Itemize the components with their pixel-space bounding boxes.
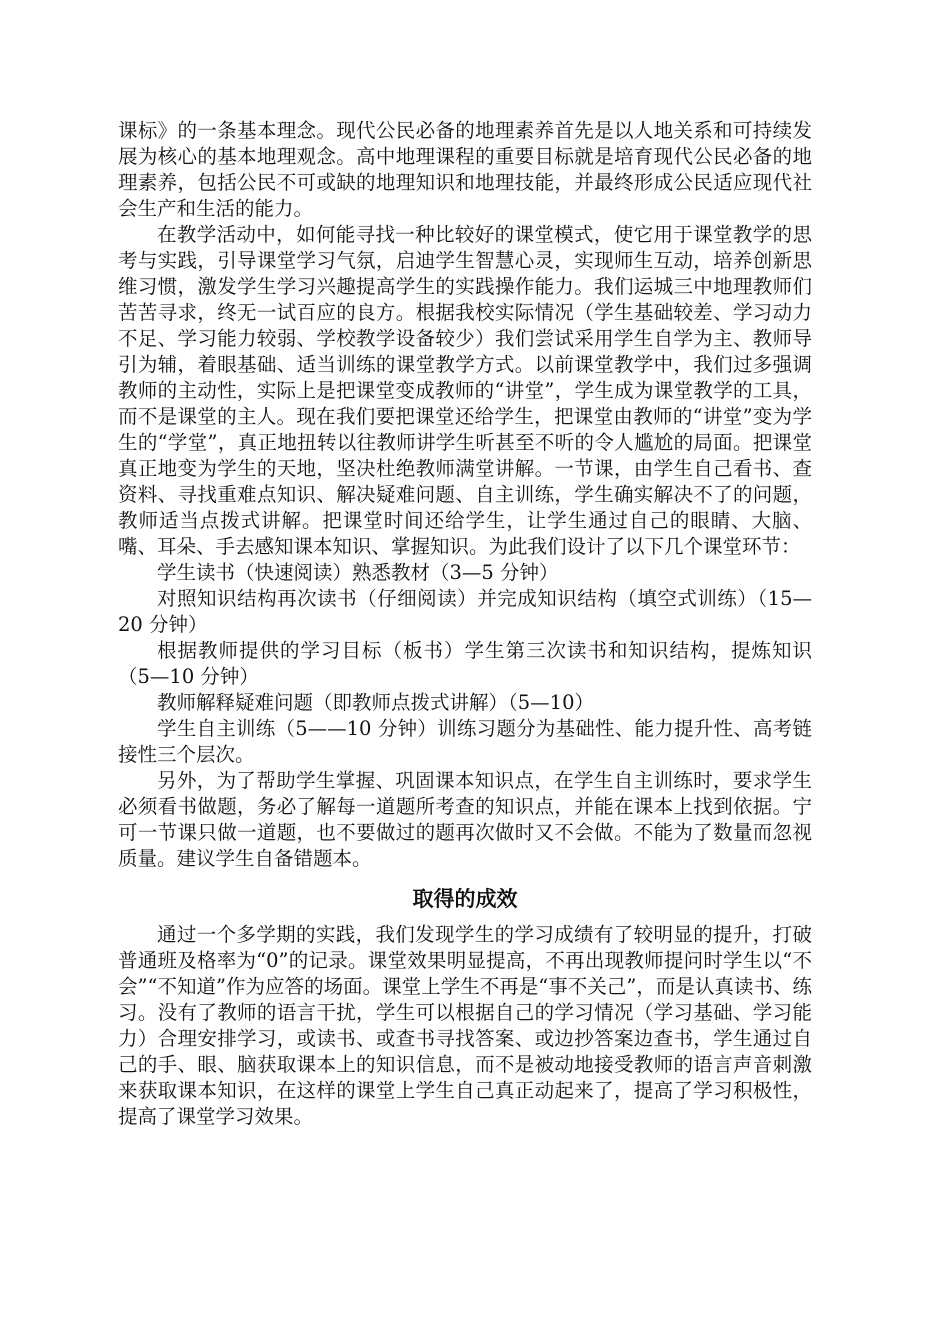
paragraph-additional-notes: 另外，为了帮助学生掌握、巩固课本知识点，在学生自主训练时，要求学生必须看书做题，务必了解每一道题所考查的知识点，并能在课本上找到依据。宁可一节课只做一道题，也不要做过的题再次做时又不会做。不能为了数量而忽视质量。建议学生自备错题本。	[118, 769, 812, 870]
paragraph-results: 通过一个多学期的实践，我们发现学生的学习成绩有了较明显的提升，打破普通班及格率为“0”的记录。课堂效果明显提高，不再出现教师提问时学生以“不会”“不知道”作为应答的场面。课堂上学生不再是“事不关己”，而是认真读书、练习。没有了教师的语言干扰，学生可以根据自己的学习情况（学习基础、学习能力）合理安排学习，或读书、或查书寻找答案、或边抄答案边查书，学生通过自己的手、眼、脑获取课本上的知识信息，而不是被动地接受教师的语言声音刺激来获取课本知识，在这样的课堂上学生自己真正动起来了，提高了学习积极性，提高了课堂学习效果。	[118, 923, 812, 1128]
paragraph-teaching-model: 在教学活动中，如何能寻找一种比较好的课堂模式，使它用于课堂教学的思考与实践，引导课堂学习气氛，启迪学生智慧心灵，实现师生互动，培养创新思维习惯，激发学生学习兴趣提高学生的实践操作能力。我们运城三中地理教师们苦苦寻求，终无一试百应的良方。根据我校实际情况（学生基础较差、学习动力不足、学习能力较弱、学校教学设备较少）我们尝试采用学生自学为主、教师导引为辅，着眼基础、适当训练的课堂教学方式。以前课堂教学中，我们过多强调教师的主动性，实际上是把课堂变成教师的“讲堂”，学生成为课堂教学的工具，而不是课堂的主人。现在我们要把课堂还给学生，把课堂由教师的“讲堂”变为学生的“学堂”，真正地扭转以往教师讲学生听甚至不听的令人尴尬的局面。把课堂真正地变为学生的天地，坚决杜绝教师满堂讲解。一节课，由学生自己看书、查资料、寻找重难点知识、解决疑难问题、自主训练，学生确实解决不了的问题，教师适当点拨式讲解。把课堂时间还给学生，让学生通过自己的眼睛、大脑、嘴、耳朵、手去感知课本知识、掌握知识。为此我们设计了以下几个课堂环节：	[118, 223, 812, 558]
step-self-training: 学生自主训练（5——10 分钟）训练习题分为基础性、能力提升性、高考链接性三个层次。	[118, 717, 812, 766]
document-page	[118, 118, 812, 1130]
step-quick-reading: 学生读书（快速阅读）熟悉教材（3—5 分钟）	[157, 561, 559, 584]
step-detailed-reading: 对照知识结构再次读书（仔细阅读）并完成知识结构（填空式训练）（15—20 分钟）	[118, 587, 812, 636]
section-heading-results: 取得的成效	[412, 887, 518, 911]
step-teacher-explanation: 教师解释疑难问题（即教师点拨式讲解）（5—10）	[157, 691, 594, 714]
step-learning-goals: 根据教师提供的学习目标（板书）学生第三次读书和知识结构，提炼知识（5—10 分钟）	[118, 639, 812, 688]
paragraph-intro-continuation: 课标》的一条基本理念。现代公民必备的地理素养首先是以人地关系和可持续发展为核心的基本地理观念。高中地理课程的重要目标就是培育现代公民必备的地理素养，包括公民不可或缺的地理知识和地理技能，并最终形成公民适应现代社会生产和生活的能力。	[118, 119, 812, 220]
